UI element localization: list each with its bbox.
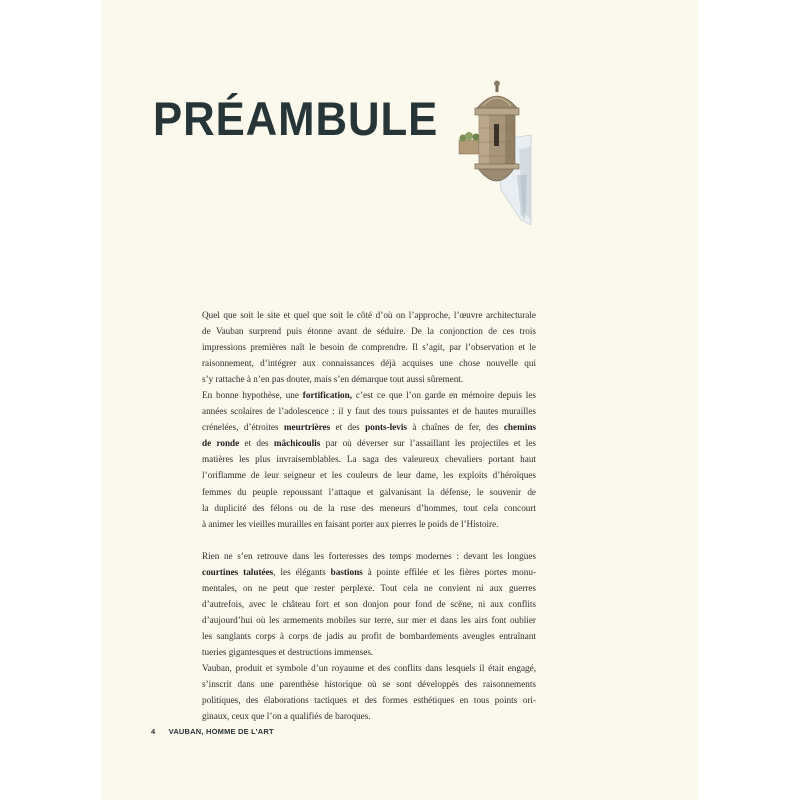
- text-segment: , les élégants: [273, 566, 331, 577]
- bold-term: meurtrières: [283, 422, 331, 433]
- text-line: [202, 307, 536, 323]
- text-line: [202, 339, 536, 355]
- text-line: [202, 612, 536, 628]
- text-segment: et des: [330, 422, 366, 433]
- text-segment: tueries gigantesques et destructions immenses.: [202, 646, 374, 657]
- text-segment: d’aujourd’hui où les armements mobiles sur terre, sur mer et dans les airs font oublier: [202, 614, 536, 625]
- text-segment: années scolaires de l’adolescence : il y faut des tours puissantes et de hautes murailles: [202, 406, 536, 417]
- text-segment: En bonne hypothèse, une: [202, 390, 303, 401]
- bold-term: fortification,: [302, 390, 353, 401]
- text-line: [202, 644, 536, 660]
- text-line: [202, 323, 536, 339]
- text-segment: impressions premières naît le besoin de comprendre. Il s’agit, par l’observation et le: [202, 342, 536, 353]
- text-segment: mentales, on ne peut que rester perplexe. Tout cela ne convient ni aux guerres: [202, 582, 536, 593]
- text-line: [202, 660, 536, 676]
- watchtower-illustration: [457, 80, 537, 225]
- running-title: VAUBAN, HOMME DE L’ART: [168, 727, 274, 736]
- text-segment: la duplicité des félons ou de la ruse des meneurs d’hommes, tout cela concourt: [202, 502, 536, 513]
- text-segment: femmes du peuple repoussant l’attaque et galvanisant la défense, le souvenir de: [202, 486, 536, 497]
- text-segment: Quel que soit le site et quel que soit le côté d’où on l’approche, l’œuvre architecturale: [202, 310, 536, 320]
- text-line: [202, 596, 536, 612]
- text-line: [202, 484, 536, 500]
- page-footer: [151, 727, 274, 736]
- text-line: [202, 451, 536, 467]
- text-segment: de Vauban surprend puis étonne avant de séduire. De la conjonction de ces trois: [202, 326, 536, 337]
- text-segment: s’y rattache à n’en pas douter, mais s’en démarque tout aussi sûrement.: [202, 374, 464, 385]
- text-line: [202, 580, 536, 596]
- text-line: [202, 628, 536, 644]
- text-segment: raisonnement, d’intégrer aux connaissances déjà acquises une chose nouvelle qui: [202, 358, 536, 369]
- text-line: [202, 564, 536, 580]
- text-segment: à animer les vieilles murailles en faisant porter aux pierres le poids de l’Histoire.: [202, 518, 499, 529]
- text-segment: c’est ce que l’on garde en mémoire depuis les: [352, 390, 536, 401]
- text-line: [202, 676, 536, 692]
- text-line: [202, 419, 536, 435]
- chapter-title: PRÉAMBULE: [153, 92, 439, 145]
- text-segment: ginaux, ceux que l’on a qualifiés de baroques.: [202, 711, 371, 722]
- text-line: [202, 516, 536, 532]
- text-segment: par où déverser sur l’assaillant les projectiles et les: [320, 438, 536, 449]
- text-line: [202, 387, 536, 403]
- text-segment: à pointe effilée et les fières portes monu-: [362, 566, 537, 577]
- text-line: [202, 355, 536, 371]
- text-segment: politiques, des élaborations tactiques et des formes esthétiques en tous points ori-: [202, 695, 536, 706]
- page-number: 4: [151, 727, 156, 736]
- bold-term: de ronde: [202, 438, 240, 449]
- text-segment: Rien ne s’en retrouve dans les forteresses des temps modernes : devant les longues: [202, 550, 536, 561]
- bold-term: bastions: [330, 566, 363, 577]
- text-line: [202, 467, 536, 483]
- body-text: [202, 307, 536, 724]
- text-line: [202, 500, 536, 516]
- text-segment: les sanglants corps à corps de jadis au profit de bombardements aveugles entraînant: [202, 630, 536, 641]
- text-segment: et des: [239, 438, 274, 449]
- text-segment: Vauban, produit et symbole d’un royaume et des conflits dans lesquels il était engagé,: [202, 662, 536, 673]
- book-page: [101, 0, 698, 800]
- text-line: [202, 708, 536, 724]
- text-line: [202, 692, 536, 708]
- text-line: [202, 403, 536, 419]
- text-line: [202, 435, 536, 451]
- bold-term: ponts-levis: [365, 422, 407, 433]
- text-segment: l’oriflamme de leur seigneur et les couleurs de leur dame, les exploits d’héroïques: [202, 470, 536, 481]
- text-segment: à chaînes de fer, des: [407, 422, 504, 433]
- bold-term: mâchicoulis: [273, 438, 321, 449]
- text-segment: d’autrefois, avec le château fort et son donjon pour fond de scène, ni aux conflits: [202, 598, 536, 609]
- text-line: [202, 371, 536, 387]
- text-line: [202, 548, 536, 564]
- text-segment: s’inscrit dans une parenthèse historique où se sont développés des raisonnements: [202, 679, 536, 690]
- bold-term: courtines talutées: [202, 566, 274, 577]
- text-segment: matières les plus invraisemblables. La saga des valeureux chevaliers portant haut: [202, 454, 536, 465]
- bold-term: chemins: [503, 422, 536, 433]
- text-segment: crénelées, d’étroites: [202, 422, 284, 433]
